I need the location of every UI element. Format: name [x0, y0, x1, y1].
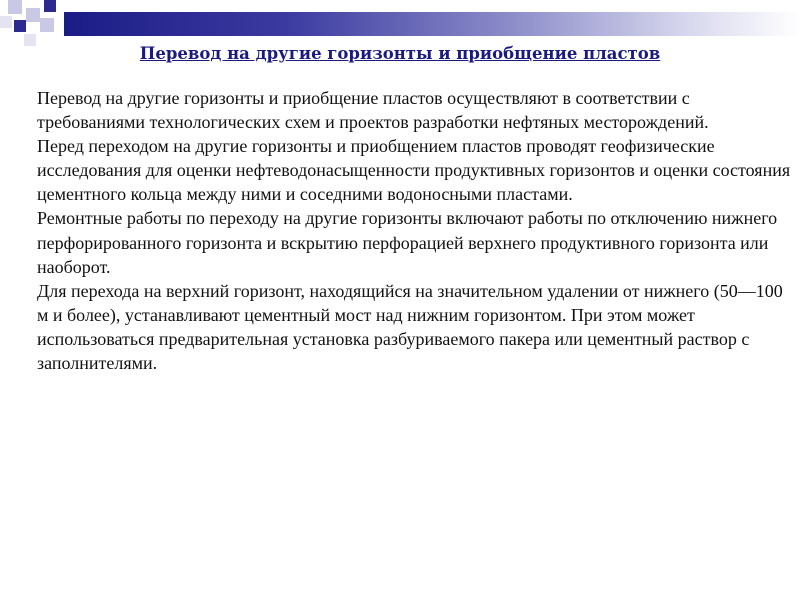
paragraph: Перевод на другие горизонты и приобщение пластов осуществляют в соответствии с требованиями технологических схем и проектов разработки нефтяных месторождений. — [37, 88, 709, 133]
decor-square — [26, 8, 40, 22]
paragraph: Для перехода на верхний горизонт, находящийся на значительном удалении от нижнего (50—100 м и более), устанавливают цементный мост над нижним горизонтом. При этом может использоваться предварительная установка разбуриваемого пакера или цементный раствор с заполнителями. — [37, 280, 783, 374]
slide-title: Перевод на другие горизонты и приобщение пластов — [139, 44, 661, 63]
decor-square — [14, 20, 26, 32]
decor-square — [0, 16, 12, 28]
decor-square — [40, 18, 54, 32]
slide-body — [37, 86, 793, 375]
header-gradient-bar — [64, 12, 800, 36]
paragraph: Перед переходом на другие горизонты и приобщением пластов проводят геофизические исследования для оценки нефтеводонасыщенности продуктивных горизонтов и оценки состояния цементного кольца между ними и соседними водоносными пластами. — [37, 136, 791, 205]
decor-square — [8, 0, 22, 14]
decor-square — [44, 0, 56, 12]
paragraph: Ремонтные работы по переходу на другие горизонты включают работы по отключению нижнего перфорированного горизонта и вскрытию перфорацией верхнего продуктивного горизонта или наоборот. — [37, 208, 778, 277]
